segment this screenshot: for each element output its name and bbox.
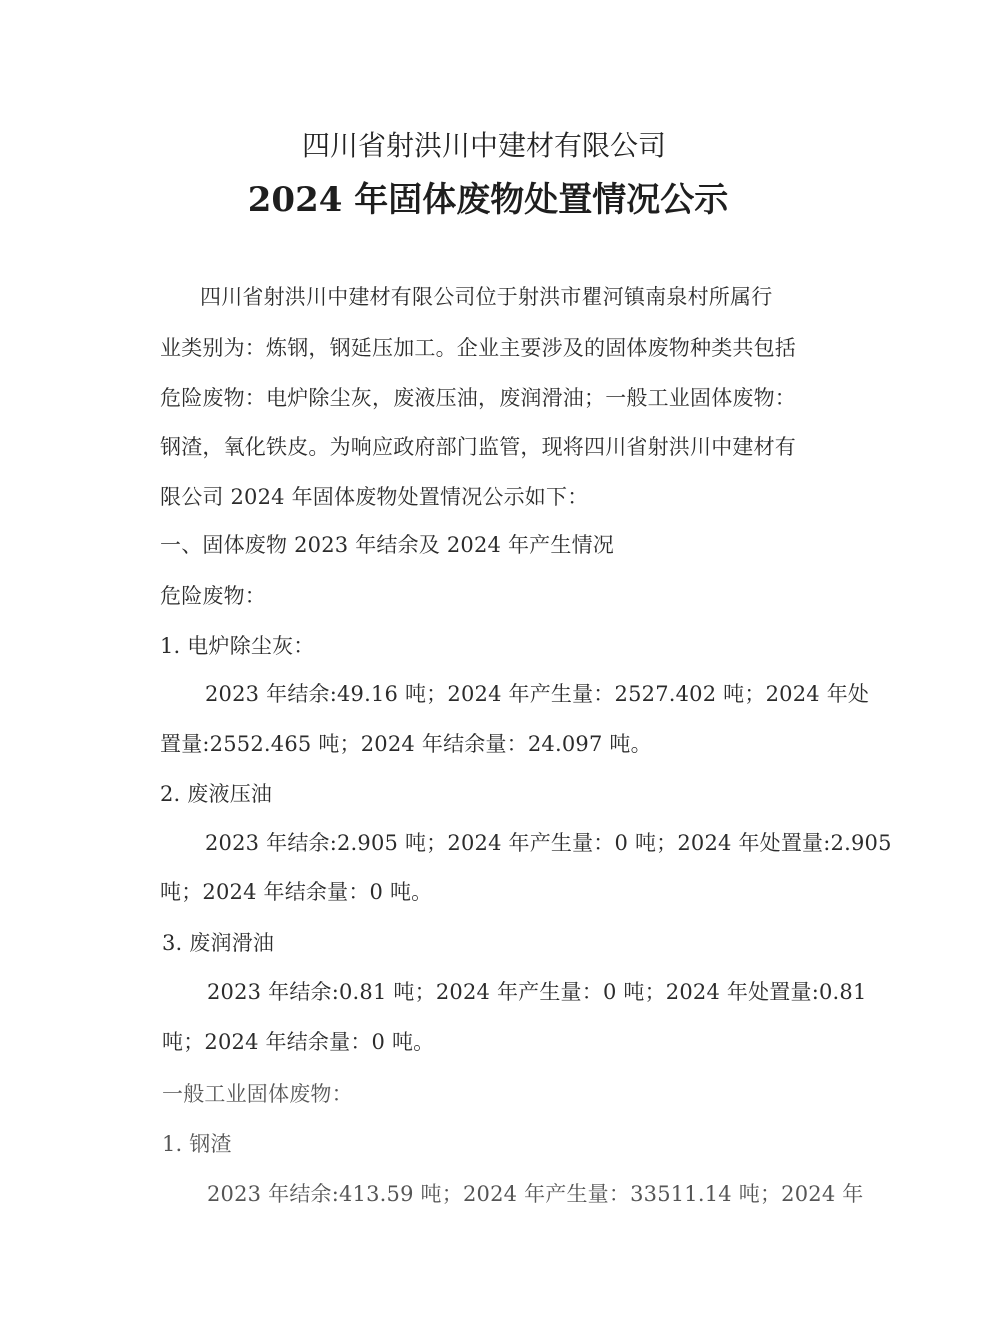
item-line: 2023 年结余:2.905 吨；2024 年产生量：0 吨；2024 年处置量:2.905	[205, 831, 892, 855]
section-heading: 一、固体废物 2023 年结余及 2024 年产生情况	[160, 533, 614, 557]
company-title: 四川省射洪川中建材有限公司	[301, 129, 666, 162]
intro-line: 钢渣，氧化铁皮。为响应政府部门监管，现将四川省射洪川中建材有	[160, 435, 796, 459]
page-title: 2024 年固体废物处置情况公示	[247, 180, 729, 220]
item-line: 2023 年结余:49.16 吨；2024 年产生量：2527.402 吨；2024 年处	[205, 682, 870, 706]
item-line: 吨；2024 年结余量：0 吨。	[162, 1030, 435, 1054]
item-line: 2023 年结余:0.81 吨；2024 年产生量：0 吨；2024 年处置量:0.81	[207, 980, 867, 1004]
intro-line: 业类别为：炼钢，钢延压加工。企业主要涉及的固体废物种类共包括	[160, 336, 796, 360]
general-label: 一般工业固体废物：	[162, 1082, 353, 1106]
item-line: 置量:2552.465 吨；2024 年结余量：24.097 吨。	[160, 732, 652, 756]
intro-line: 限公司 2024 年固体废物处置情况公示如下：	[160, 485, 589, 509]
item-title: 2. 废液压油	[160, 782, 273, 806]
intro-line: 危险废物：电炉除尘灰，废液压油，废润滑油；一般工业固体废物：	[160, 386, 796, 410]
item-line: 2023 年结余:413.59 吨；2024 年产生量：33511.14 吨；2024 年	[207, 1182, 864, 1206]
intro-line: 四川省射洪川中建材有限公司位于射洪市瞿河镇南泉村所属行	[200, 285, 773, 309]
item-title: 1. 电炉除尘灰：	[160, 634, 315, 658]
item-title: 3. 废润滑油	[162, 931, 275, 955]
item-title: 1. 钢渣	[162, 1132, 232, 1156]
hazardous-label: 危险废物：	[160, 584, 266, 608]
item-line: 吨；2024 年结余量：0 吨。	[160, 880, 433, 904]
